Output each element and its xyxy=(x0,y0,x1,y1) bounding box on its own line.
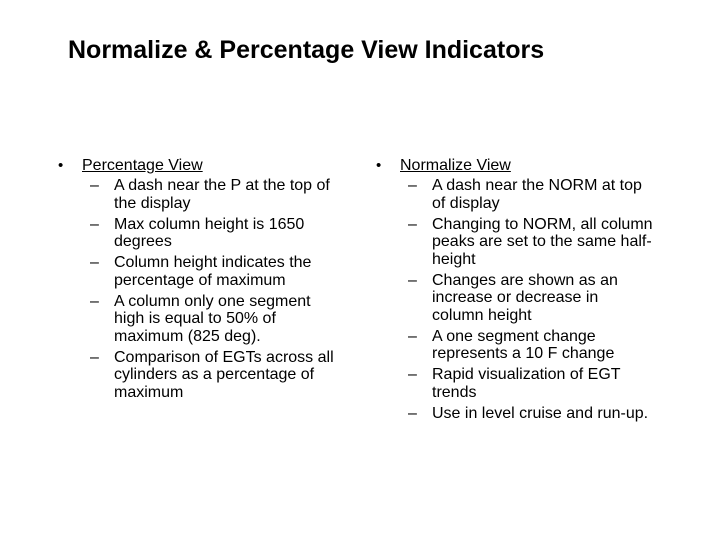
list-item xyxy=(376,177,654,212)
dash-icon: – xyxy=(408,404,417,422)
slide-title: Normalize & Percentage View Indicators xyxy=(68,36,545,64)
dash-icon: – xyxy=(408,327,417,345)
list-item xyxy=(58,254,334,289)
list-item-text: Rapid visualization of EGT trends xyxy=(432,366,621,401)
dash-icon: – xyxy=(408,215,417,233)
dash-icon: – xyxy=(408,366,417,383)
list-item-text: Changes are shown as an increase or decrease in column height xyxy=(432,271,618,324)
normalize-view-column xyxy=(376,156,666,426)
normalize-view-list xyxy=(376,177,666,422)
normalize-view-bullet xyxy=(376,156,666,175)
list-item-text: Max column height is 1650 degrees xyxy=(114,215,305,250)
list-item-text: A dash near the NORM at top of display xyxy=(432,177,642,212)
percentage-view-bullet xyxy=(58,156,348,175)
list-item xyxy=(376,405,654,423)
dash-icon: – xyxy=(90,254,99,271)
list-item xyxy=(376,272,654,325)
list-item xyxy=(376,366,654,401)
bullet-icon: • xyxy=(376,157,382,174)
list-item-text: Comparison of EGTs across all cylinders as a percentage of maximum xyxy=(114,348,334,401)
dash-icon: – xyxy=(90,348,99,366)
bullet-icon: • xyxy=(58,157,64,174)
dash-icon: – xyxy=(90,177,99,194)
percentage-view-list xyxy=(58,177,348,401)
percentage-view-heading: Percentage View xyxy=(82,157,203,174)
dash-icon: – xyxy=(408,271,417,289)
list-item xyxy=(376,216,654,269)
dash-icon: – xyxy=(408,177,417,194)
dash-icon: – xyxy=(90,292,99,310)
list-item-text: Use in level cruise and run-up. xyxy=(432,404,649,422)
list-item-text: Changing to NORM, all column peaks are set to the same half-height xyxy=(432,215,653,268)
list-item-text: A dash near the P at the top of the display xyxy=(114,177,330,212)
list-item xyxy=(58,177,334,212)
list-item xyxy=(376,328,654,363)
list-item-text: Column height indicates the percentage of maximum xyxy=(114,254,312,289)
normalize-view-heading: Normalize View xyxy=(400,157,511,174)
list-item xyxy=(58,216,334,251)
list-item xyxy=(58,293,334,346)
percentage-view-column xyxy=(58,156,348,405)
list-item-text: A one segment change represents a 10 F change xyxy=(432,327,615,362)
list-item xyxy=(58,349,334,402)
list-item-text: A column only one segment high is equal to 50% of maximum (825 deg). xyxy=(114,292,311,345)
dash-icon: – xyxy=(90,215,99,233)
